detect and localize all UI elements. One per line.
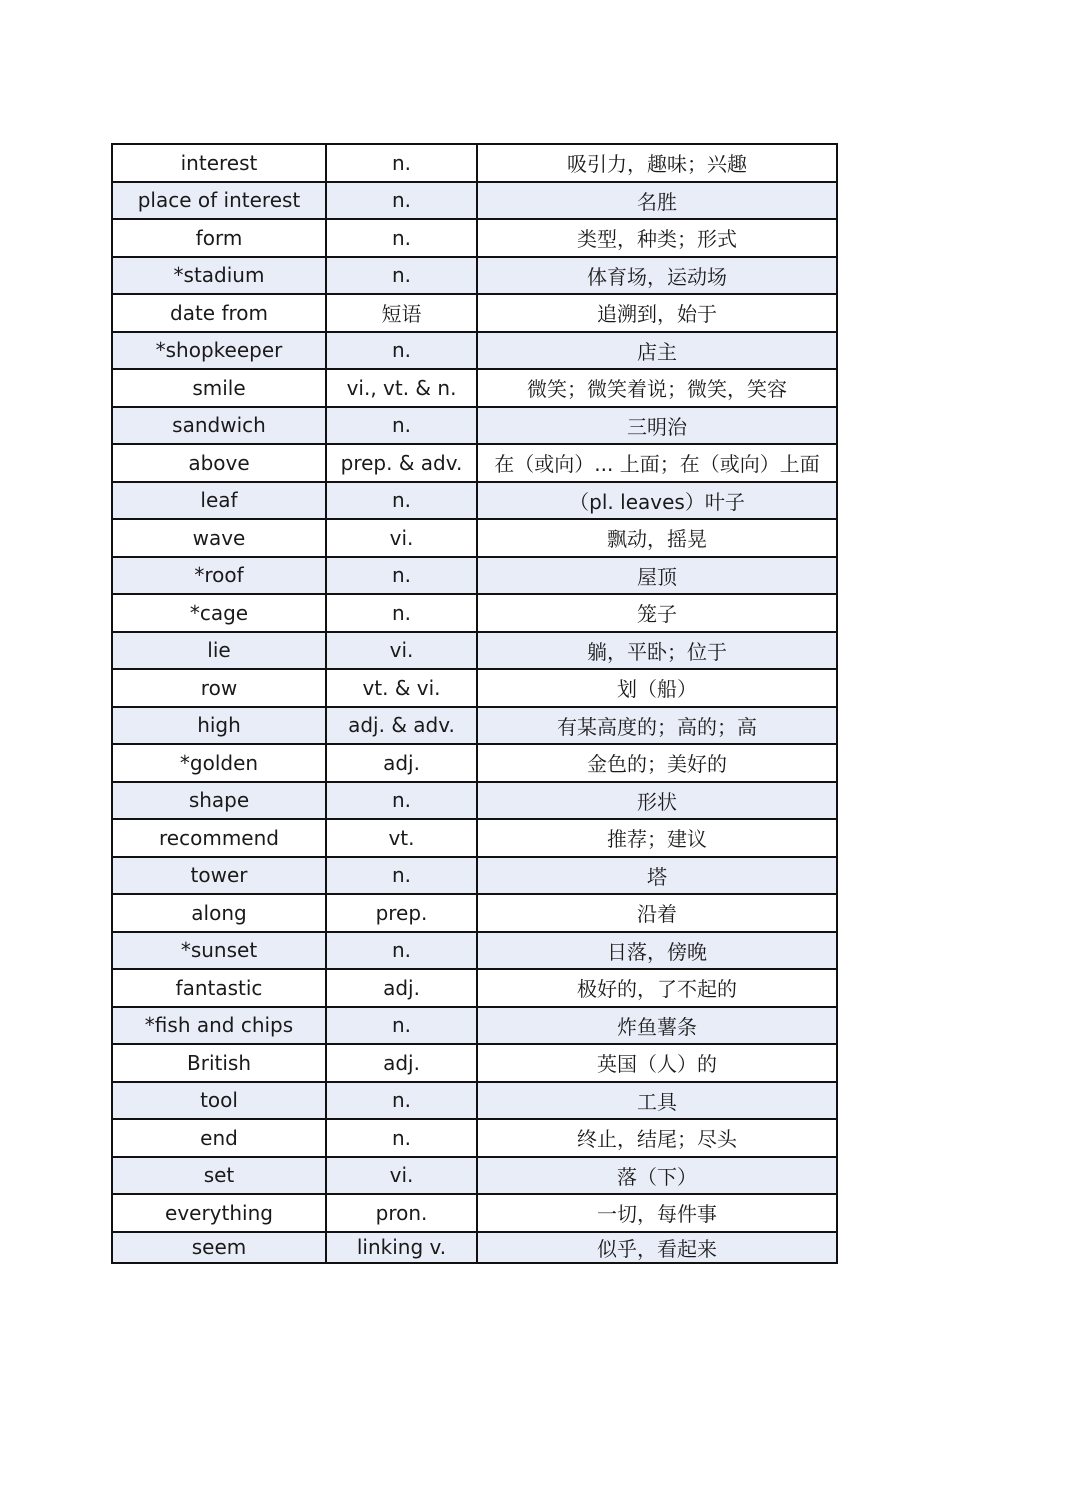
table-row — [112, 182, 837, 220]
meaning-cell: 在（或向）... 上面；在（或向）上面 — [477, 444, 837, 482]
meaning-cell: 终止，结尾；尽头 — [477, 1119, 837, 1157]
table-row — [112, 782, 837, 820]
part-of-speech-cell: adj. & adv. — [326, 707, 477, 745]
table-row — [112, 1007, 837, 1045]
part-of-speech-cell: prep. & adv. — [326, 444, 477, 482]
meaning-cell: 划（船） — [477, 669, 837, 707]
part-of-speech-cell: n. — [326, 482, 477, 520]
meaning-cell: （pl. leaves）叶子 — [477, 482, 837, 520]
part-of-speech-cell: n. — [326, 857, 477, 895]
word-cell: fantastic — [112, 969, 326, 1007]
table-row — [112, 519, 837, 557]
meaning-cell: 名胜 — [477, 182, 837, 220]
meaning-cell: 炸鱼薯条 — [477, 1007, 837, 1045]
meaning-cell: 类型，种类；形式 — [477, 219, 837, 257]
word-cell: tower — [112, 857, 326, 895]
part-of-speech-cell: vi. — [326, 1157, 477, 1195]
part-of-speech-cell: n. — [326, 1119, 477, 1157]
meaning-cell: 微笑；微笑着说；微笑，笑容 — [477, 369, 837, 407]
part-of-speech-cell: linking v. — [326, 1232, 477, 1263]
table-row — [112, 144, 837, 182]
table-row — [112, 669, 837, 707]
word-cell: leaf — [112, 482, 326, 520]
table-row — [112, 407, 837, 445]
table-row — [112, 969, 837, 1007]
meaning-cell: 英国（人）的 — [477, 1044, 837, 1082]
part-of-speech-cell: n. — [326, 932, 477, 970]
word-cell: shape — [112, 782, 326, 820]
meaning-cell: 塔 — [477, 857, 837, 895]
word-cell: above — [112, 444, 326, 482]
part-of-speech-cell: n. — [326, 332, 477, 370]
word-cell: end — [112, 1119, 326, 1157]
word-cell: *golden — [112, 744, 326, 782]
part-of-speech-cell: vi., vt. & n. — [326, 369, 477, 407]
table-row — [112, 294, 837, 332]
meaning-cell: 笼子 — [477, 594, 837, 632]
word-cell: *roof — [112, 557, 326, 595]
table-row — [112, 707, 837, 745]
meaning-cell: 有某高度的；高的；高 — [477, 707, 837, 745]
word-cell: *stadium — [112, 257, 326, 295]
meaning-cell: 一切，每件事 — [477, 1194, 837, 1232]
table-row — [112, 219, 837, 257]
part-of-speech-cell: 短语 — [326, 294, 477, 332]
part-of-speech-cell: adj. — [326, 1044, 477, 1082]
table-row — [112, 594, 837, 632]
meaning-cell: 躺，平卧；位于 — [477, 632, 837, 670]
vocabulary-table — [111, 143, 838, 1264]
part-of-speech-cell: n. — [326, 557, 477, 595]
meaning-cell: 沿着 — [477, 894, 837, 932]
table-row — [112, 857, 837, 895]
table-row — [112, 1194, 837, 1232]
table-row — [112, 444, 837, 482]
word-cell: date from — [112, 294, 326, 332]
vocabulary-table-body — [112, 144, 837, 1263]
part-of-speech-cell: n. — [326, 257, 477, 295]
meaning-cell: 金色的；美好的 — [477, 744, 837, 782]
word-cell: *sunset — [112, 932, 326, 970]
meaning-cell: 落（下） — [477, 1157, 837, 1195]
table-row — [112, 1119, 837, 1157]
word-cell: *fish and chips — [112, 1007, 326, 1045]
table-row — [112, 894, 837, 932]
part-of-speech-cell: vi. — [326, 632, 477, 670]
part-of-speech-cell: adj. — [326, 969, 477, 1007]
word-cell: smile — [112, 369, 326, 407]
meaning-cell: 工具 — [477, 1082, 837, 1120]
meaning-cell: 似乎，看起来 — [477, 1232, 837, 1263]
word-cell: place of interest — [112, 182, 326, 220]
table-row — [112, 369, 837, 407]
meaning-cell: 吸引力，趣味；兴趣 — [477, 144, 837, 182]
part-of-speech-cell: pron. — [326, 1194, 477, 1232]
word-cell: *cage — [112, 594, 326, 632]
word-cell: interest — [112, 144, 326, 182]
part-of-speech-cell: n. — [326, 407, 477, 445]
word-cell: wave — [112, 519, 326, 557]
table-row — [112, 819, 837, 857]
meaning-cell: 三明治 — [477, 407, 837, 445]
table-row — [112, 257, 837, 295]
meaning-cell: 追溯到，始于 — [477, 294, 837, 332]
part-of-speech-cell: n. — [326, 1082, 477, 1120]
table-row — [112, 557, 837, 595]
table-row — [112, 1082, 837, 1120]
table-row — [112, 744, 837, 782]
meaning-cell: 飘动，摇晃 — [477, 519, 837, 557]
table-row — [112, 932, 837, 970]
meaning-cell: 推荐；建议 — [477, 819, 837, 857]
part-of-speech-cell: vt. — [326, 819, 477, 857]
part-of-speech-cell: n. — [326, 782, 477, 820]
word-cell: lie — [112, 632, 326, 670]
word-cell: set — [112, 1157, 326, 1195]
table-row — [112, 332, 837, 370]
meaning-cell: 日落，傍晚 — [477, 932, 837, 970]
meaning-cell: 极好的，了不起的 — [477, 969, 837, 1007]
part-of-speech-cell: prep. — [326, 894, 477, 932]
part-of-speech-cell: vi. — [326, 519, 477, 557]
meaning-cell: 体育场，运动场 — [477, 257, 837, 295]
table-row — [112, 1157, 837, 1195]
meaning-cell: 屋顶 — [477, 557, 837, 595]
part-of-speech-cell: vt. & vi. — [326, 669, 477, 707]
meaning-cell: 形状 — [477, 782, 837, 820]
part-of-speech-cell: n. — [326, 219, 477, 257]
part-of-speech-cell: n. — [326, 144, 477, 182]
word-cell: form — [112, 219, 326, 257]
meaning-cell: 店主 — [477, 332, 837, 370]
part-of-speech-cell: n. — [326, 182, 477, 220]
table-row — [112, 1232, 837, 1263]
word-cell: everything — [112, 1194, 326, 1232]
word-cell: British — [112, 1044, 326, 1082]
word-cell: *shopkeeper — [112, 332, 326, 370]
table-row — [112, 1044, 837, 1082]
word-cell: high — [112, 707, 326, 745]
part-of-speech-cell: n. — [326, 594, 477, 632]
word-cell: sandwich — [112, 407, 326, 445]
word-cell: row — [112, 669, 326, 707]
part-of-speech-cell: adj. — [326, 744, 477, 782]
word-cell: seem — [112, 1232, 326, 1263]
word-cell: tool — [112, 1082, 326, 1120]
part-of-speech-cell: n. — [326, 1007, 477, 1045]
word-cell: recommend — [112, 819, 326, 857]
table-row — [112, 482, 837, 520]
word-cell: along — [112, 894, 326, 932]
table-row — [112, 632, 837, 670]
